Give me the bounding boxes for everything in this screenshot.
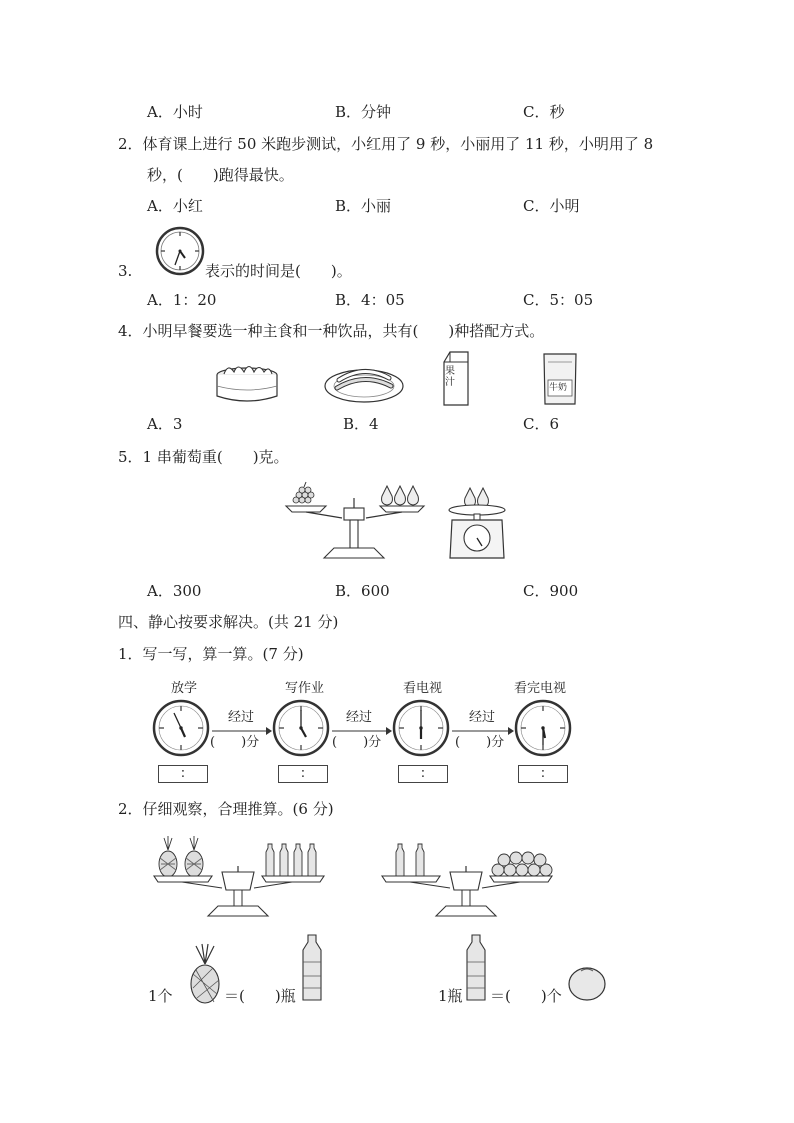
kitchen-scale-icon — [446, 488, 508, 560]
clock-label-finish-tv: 看完电视 — [514, 681, 567, 696]
q3-option-a: A．1：20 — [147, 291, 217, 309]
q2-option-a: A．小红 — [147, 197, 203, 215]
eq1-blank[interactable]: ＝( )瓶 — [224, 987, 296, 1005]
q2-text-line1: 2．体育课上进行 50 米跑步测试，小红用了 9 秒，小丽用了 11 秒，小明用了 8 — [118, 135, 654, 153]
elapsed-label-1: 经过 — [228, 710, 255, 725]
milk-label: 牛奶 — [549, 383, 568, 393]
fried-dough-icon — [323, 360, 405, 404]
q4-option-c: C．6 — [523, 415, 560, 433]
time-box-homework[interactable]: : — [278, 765, 328, 783]
balance-bottles-oranges-icon — [380, 836, 556, 918]
minutes-blank-3[interactable]: ( )分 — [455, 735, 505, 750]
time-box-finish-tv[interactable]: : — [518, 765, 568, 783]
q4-text: 4．小明早餐要选一种主食和一种饮品，共有( )种搭配方式。 — [118, 322, 545, 340]
balance-scale-grapes-pears-icon — [284, 482, 432, 560]
q3-clock-icon — [155, 226, 205, 276]
bottle-icon-1 — [300, 932, 324, 1002]
elapsed-label-2: 经过 — [346, 710, 373, 725]
minutes-blank-1[interactable]: ( )分 — [210, 735, 260, 750]
q3-text: 表示的时间是( )。 — [205, 262, 352, 280]
clock-homework-icon — [272, 699, 330, 757]
clock-label-homework: 写作业 — [285, 681, 325, 696]
p1-title: 1．写一写，算一算。(7 分) — [118, 645, 304, 663]
eq1-prefix: 1个 — [148, 987, 173, 1005]
clock-finish-tv-icon — [514, 699, 572, 757]
steamed-buns-icon — [214, 360, 280, 406]
q2-option-c: C．小明 — [523, 197, 580, 215]
clock-label-watch-tv: 看电视 — [403, 681, 443, 696]
pineapple-icon — [188, 942, 222, 1004]
q5-text: 5．1 串葡萄重( )克。 — [118, 448, 289, 466]
time-box-watch-tv[interactable]: : — [398, 765, 448, 783]
balance-pineapples-bottles-icon — [152, 836, 328, 918]
time-box-after-school[interactable]: : — [158, 765, 208, 783]
bottle-icon-2 — [464, 932, 488, 1002]
milk-bag — [542, 350, 578, 406]
juice-label: 果汁 — [445, 366, 455, 388]
q4-option-b: B．4 — [343, 415, 379, 433]
q1-option-a: A．小时 — [147, 103, 203, 121]
eq2-prefix: 1瓶 — [438, 987, 463, 1005]
q1-option-b: B．分钟 — [335, 103, 392, 121]
q3-number: 3. — [118, 262, 133, 280]
q3-option-b: B．4：05 — [335, 291, 405, 309]
q4-option-a: A．3 — [147, 415, 183, 433]
q2-text-line2: 秒，( )跑得最快。 — [147, 166, 294, 184]
q5-option-b: B．600 — [335, 582, 390, 600]
milk-bag-icon — [542, 350, 578, 406]
q2-option-b: B．小丽 — [335, 197, 392, 215]
juice-carton — [443, 350, 469, 406]
section4-title: 四、静心按要求解决。(共 21 分) — [118, 613, 339, 631]
p2-title: 2．仔细观察，合理推算。(6 分) — [118, 800, 334, 818]
orange-icon — [567, 965, 607, 1001]
eq2-blank[interactable]: ＝( )个 — [490, 987, 562, 1005]
q3-option-c: C．5：05 — [523, 291, 594, 309]
q5-option-a: A．300 — [147, 582, 202, 600]
minutes-blank-2[interactable]: ( )分 — [332, 735, 382, 750]
clock-label-after-school: 放学 — [171, 681, 198, 696]
clock-after-school-icon — [152, 699, 210, 757]
elapsed-label-3: 经过 — [469, 710, 496, 725]
q1-option-c: C．秒 — [523, 103, 565, 121]
q5-option-c: C．900 — [523, 582, 579, 600]
clock-watch-tv-icon — [392, 699, 450, 757]
